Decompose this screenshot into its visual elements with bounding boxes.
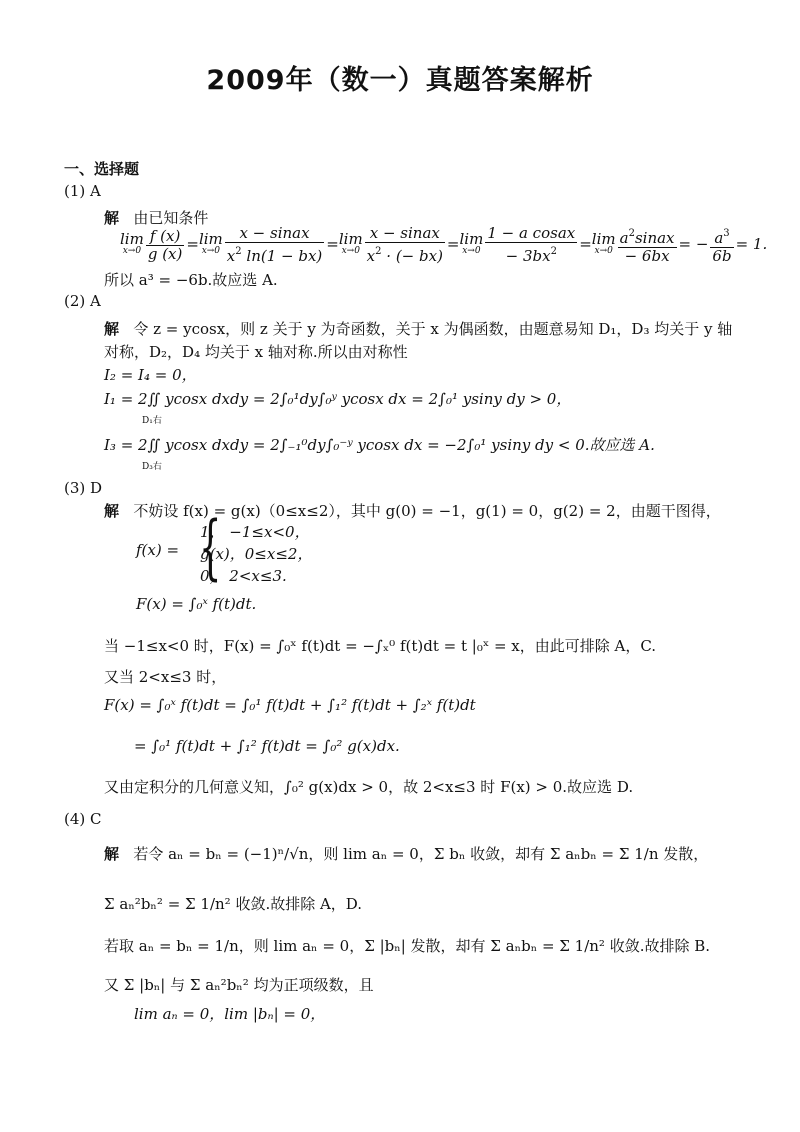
q4-line4: 又 Σ |bₙ| 与 Σ aₙ²bₙ² 均为正项级数，且	[104, 976, 374, 994]
q3-piece-label: f(x) =	[136, 541, 180, 559]
q2-line1-text: 令 z = ycosx，则 z 关于 y 为奇函数，关于 x 为偶函数，由题意易知 D₁，D₃ 均关于 y 轴	[133, 320, 733, 338]
q4-line1	[104, 843, 708, 864]
q4-line3: 若取 aₙ = bₙ = 1/n，则 lim aₙ = 0，Σ |bₙ| 发散，却有 Σ aₙbₙ = Σ 1/n² 收敛.故排除 B.	[104, 937, 711, 955]
q3-line1-text: 不妨设 f(x) = g(x)（0≤x≤2），其中 g(0) = −1，g(1) = 0，g(2) = 2，由题干图得，	[133, 502, 721, 520]
q2-eq1: I₁ = 2∬ ycosx dxdy = 2∫₀¹dy∫₀ʸ ycosx dx = 2∫₀¹ ysiny dy > 0，	[104, 390, 572, 408]
q4-line2: Σ aₙ²bₙ² = Σ 1/n² 收敛.故排除 A，D.	[104, 895, 363, 913]
q2-eq0: I₂ = I₄ = 0，	[104, 366, 197, 384]
q1-formula: lim x→0 $\frac{f (x)}{g (x)}$ =lim x→0 $\frac{\text{x − sinax}}{x^2 \ln(1 - bx)}$ =lim x→0 $\frac{\text{x − sinax}}{x^2 \cdot (- bx)}$ =lim x→0 $\frac{\text{1 − a cosax}}{- 3bx^2}$ =lim x→0 $\frac{a^2sinax}{- 6bx}$ = − $\frac{a^3}{6b}$ = 1.	[120, 224, 768, 265]
q3-piece-1: g(x)，0≤x≤2，	[200, 545, 313, 563]
q4-answer: (4) C	[64, 810, 102, 828]
q4-line5: lim aₙ = 0，lim |bₙ| = 0，	[134, 1005, 326, 1023]
q1-conclusion: 所以 a³ = −6b.故应选 A.	[104, 271, 278, 289]
q2-eq2: I₃ = 2∬ ycosx dxdy = 2∫₋₁⁰dy∫₀⁻ʸ ycosx dx = −2∫₀¹ ysiny dy < 0.故应选 A.	[104, 436, 655, 454]
q1-answer: (1) A	[64, 182, 101, 200]
q2-answer: (2) A	[64, 292, 101, 310]
q2-line1	[104, 318, 732, 339]
q2-line2: 对称，D₂，D₄ 均关于 x 轴对称.所以由对称性	[104, 343, 408, 361]
page-title: 2009年（数一）真题答案解析	[206, 65, 594, 96]
q3-jie: 解	[104, 502, 120, 520]
q3-line1	[104, 500, 721, 521]
q2-jie: 解	[104, 320, 120, 338]
q2-eq2-region: D₃右	[142, 462, 162, 472]
q3-piece-2: 0， 2<x≤3.	[200, 567, 287, 585]
q4-line1-text: 若令 aₙ = bₙ = (−1)ⁿ/√n，则 lim aₙ = 0，Σ bₙ 收敛，却有 Σ aₙbₙ = Σ 1/n 发散，	[133, 845, 709, 863]
q2-eq1-region: D₁右	[142, 416, 162, 426]
q3-piece-0: 1， −1≤x<0，	[200, 523, 310, 541]
q3-answer: (3) D	[64, 479, 103, 497]
q3-line-e: 又由定积分的几何意义知，∫₀² g(x)dx > 0，故 2<x≤3 时 F(x) > 0.故应选 D.	[104, 778, 634, 796]
q1-intro: 由已知条件	[133, 209, 209, 227]
q3-eq-c: F(x) = ∫₀ˣ f(t)dt = ∫₀¹ f(t)dt + ∫₁² f(t)dt + ∫₂ˣ f(t)dt	[104, 696, 476, 714]
section-heading: 一、选择题	[64, 160, 140, 178]
brace-icon: {	[199, 506, 222, 588]
q3-line-a: 当 −1≤x<0 时，F(x) = ∫₀ˣ f(t)dt = −∫ₓ⁰ f(t)dt = t |₀ˣ = x，由此可排除 A，C.	[104, 637, 657, 655]
q3-line-b: 又当 2<x≤3 时，	[104, 668, 227, 686]
q4-jie: 解	[104, 845, 120, 863]
q3-eq-d: = ∫₀¹ f(t)dt + ∫₁² f(t)dt = ∫₀² g(x)dx.	[134, 737, 400, 755]
q3-F-def: F(x) = ∫₀ˣ f(t)dt.	[136, 595, 257, 613]
q1-jie: 解	[104, 209, 120, 227]
